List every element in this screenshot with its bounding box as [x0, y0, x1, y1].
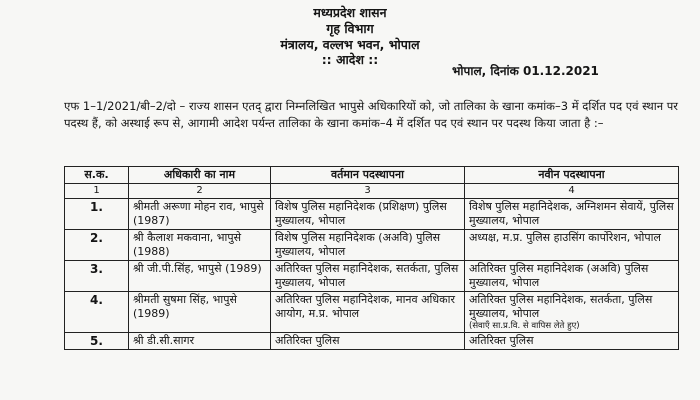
- header-officer-name: अधिकारी का नाम: [129, 167, 271, 184]
- table-header-row: [65, 167, 679, 184]
- header-order-title: :: आदेश ::: [321, 52, 379, 67]
- col-index-1: 1: [65, 184, 129, 199]
- header-government: मध्यप्रदेश शासन: [313, 5, 387, 20]
- table-index-row: [65, 184, 679, 199]
- order-paragraph: एफ 1–1/2021/बी–2/दो – राज्य शासन एतद् द्वारा निम्नलिखित भापुसे अधिकारियों को, जो तालिका के खाना कमांक–3 में दर्शित पद एवं स्थान पर पदस्थ हैं, को अस्थाई रूप से, आगामी आदेश पर्यन्त तालिका के खाना कमांक–4 में दर्शित पद एवं स्थान पर पदस्थ किया जाता है :–: [64, 99, 678, 130]
- table-row: [65, 199, 679, 230]
- row-sno: 3.: [65, 261, 129, 292]
- col-index-3: 3: [271, 184, 465, 199]
- row-officer-name: श्री कैलाश मकवाना, भापुसे (1988): [129, 230, 271, 261]
- row-sno: 5.: [65, 333, 129, 350]
- row-officer-name: श्री डी.सी.सागर: [129, 333, 271, 350]
- col-index-2: 2: [129, 184, 271, 199]
- header-sno: स.क.: [65, 167, 129, 184]
- posting-table: [64, 166, 679, 350]
- row-current-posting: विशेष पुलिस महानिदेशक (प्रशिक्षण) पुलिस मुख्यालय, भोपाल: [271, 199, 465, 230]
- row-officer-name: श्री जी.पी.सिंह, भापुसे (1989): [129, 261, 271, 292]
- table-row: [65, 292, 679, 333]
- row-new-posting-text: अतिरिक्त पुलिस महानिदेशक, सतर्कता, पुलिस मुख्यालय, भोपाल: [469, 293, 653, 320]
- header-new-posting: नवीन पदस्थापना: [465, 167, 679, 184]
- row-posting-note: (सेवाऍं सा.प्र.वि. से वापिस लेते हुए): [469, 321, 580, 331]
- header-department: गृह विभाग: [326, 21, 374, 36]
- row-new-posting: अतिरिक्त पुलिस: [465, 333, 679, 350]
- row-current-posting: अतिरिक्त पुलिस: [271, 333, 465, 350]
- row-current-posting: अतिरिक्त पुलिस महानिदेशक, मानव अधिकार आयोग, म.प्र. भोपाल: [271, 292, 465, 333]
- row-new-posting: अध्यक्ष, म.प्र. पुलिस हाउसिंग कार्पोरेशन, भोपाल: [465, 230, 679, 261]
- row-sno: 4.: [65, 292, 129, 333]
- row-new-posting: [465, 292, 679, 333]
- row-new-posting: विशेष पुलिस महानिदेशक, अग्निशमन सेवायें, पुलिस मुख्यालय, भोपाल: [465, 199, 679, 230]
- order-dateline: भोपाल, दिनांक 01.12.2021: [452, 64, 599, 78]
- table-row: [65, 333, 679, 350]
- row-new-posting: अतिरिक्त पुलिस महानिदेशक (अअवि) पुलिस मुख्यालय, भोपाल: [465, 261, 679, 292]
- header-address: मंत्रालय, वल्लभ भवन, भोपाल: [280, 37, 420, 52]
- table-row: [65, 230, 679, 261]
- row-officer-name: श्रीमती अरूणा मोहन राव, भापुसे (1987): [129, 199, 271, 230]
- col-index-4: 4: [465, 184, 679, 199]
- table-row: [65, 261, 679, 292]
- row-sno: 1.: [65, 199, 129, 230]
- header-current-posting: वर्तमान पदस्थापना: [271, 167, 465, 184]
- row-current-posting: अतिरिक्त पुलिस महानिदेशक, सतर्कता, पुलिस मुख्यालय, भोपाल: [271, 261, 465, 292]
- row-sno: 2.: [65, 230, 129, 261]
- row-current-posting: विशेष पुलिस महानिदेशक (अअवि) पुलिस मुख्यालय, भोपाल: [271, 230, 465, 261]
- row-officer-name: श्रीमती सुषमा सिंह, भापुसे (1989): [129, 292, 271, 333]
